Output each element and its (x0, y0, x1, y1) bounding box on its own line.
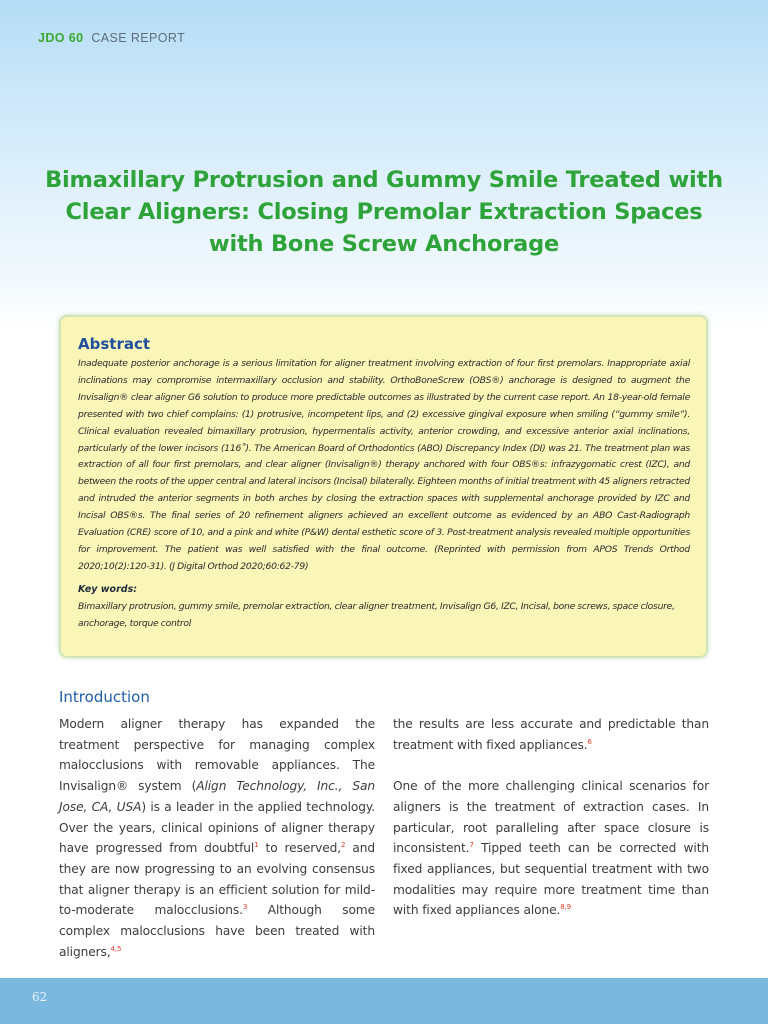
reference-marker: 8,9 (560, 903, 572, 912)
reference-marker: 2 (341, 841, 346, 850)
reference-marker: 4,5 (110, 944, 122, 953)
journal-issue: JDO 60 (38, 31, 84, 45)
section-label: CASE REPORT (91, 31, 186, 45)
body-text: the results are less accurate and predictable than treatment with fixed appliances. (393, 717, 709, 752)
abstract-heading: Abstract (78, 335, 151, 353)
introduction-paragraph (59, 714, 375, 962)
running-header (38, 31, 185, 45)
reference-marker: 1 (254, 841, 259, 850)
keywords-text: Bimaxillary protrusion, gummy smile, premolar extraction, clear aligner treatment, Invisalign G6, IZC, Incisal, bone screws, space closure, anchorage, torque control (78, 600, 675, 629)
body-text: One of the more challenging clinical scenarios for aligners is the treatment of extraction cases. In particular, root paralleling after space closure is inconsistent. (393, 779, 709, 856)
article-title: Bimaxillary Protrusion and Gummy Smile Treated with Clear Aligners: Closing Premolar Extraction Spaces with Bone Screw Anchorage (45, 167, 723, 257)
reference-marker: 7 (469, 841, 474, 850)
body-text: Although some complex malocclusions have been treated with aligners, (59, 903, 375, 959)
introduction-heading: Introduction (59, 688, 150, 706)
introduction-paragraph (393, 714, 709, 755)
body-text: Tipped teeth can be corrected with fixed appliances, but sequential treatment with two modalities may require more treatment time than with fixed appliances alone. (393, 841, 709, 918)
company-name: Align Technology, Inc., San Jose, CA, USA (59, 779, 375, 814)
body-text: Modern aligner therapy has expanded the treatment perspective for managing complex malocclusions with removable appliances. The Invisalign® system ( (59, 717, 375, 794)
page-number: 62 (32, 990, 48, 1004)
reference-marker: 3 (242, 903, 248, 912)
footer-bar (0, 978, 768, 1024)
body-text: to reserved, (258, 841, 342, 856)
body-text: and they are now progressing to an evolving consensus that aligner therapy is an efficient solution for mild-to-moderate malocclusions. (59, 841, 375, 918)
introduction-left-column (59, 714, 375, 962)
abstract-text: Inadequate posterior anchorage is a serious limitation for aligner treatment involving extraction of four first premolars. Inappropriate axial inclinations may compromise intermaxillary occlusion and stability. OrthoBoneScrew (OBS®) anchorage is designed to augment the Invisalign® clear aligner G6 solution to produce more predictable outcomes as illustrated by the current case report. An 18-year-old female presented with two chief complains: (1) protrusive, incompetent lips, and (2) excessive gingival exposure when smiling (“gummy smile”). Clinical evaluation revealed bimaxillary protrusion, hypermentalis activity, anterior crowding, and excessive anterior axial inclinations, particularly of the lower incisors (116˚). The American Board of Orthodontics (ABO) Discrepancy Index (DI) was 21. The treatment plan was extraction of all four first premolars, and clear aligner (Invisalign®) therapy anchored with four OBS®s: infrazygomatic crest (IZC), and between the roots of the upper central and lateral incisors (Incisal) bilaterally. Eighteen months of initial treatment with 45 aligners retracted and intruded the anterior segments in both arches by closing the extraction spaces with supplemental anchorage provided by IZC and Incisal OBS®s. The final series of 20 refinement aligners achieved an excellent outcome as evidenced by an ABO Cast-Radiograph Evaluation (CRE) score of 10, and a pink and white (P&W) dental esthetic score of 3. Post-treatment analysis revealed multiple opportunities for improvement. The patient was well satisfied with the final outcome. (Reprinted with permission from APOS Trends Orthod 2020;10(2):120-31). (J Digital Orthod 2020;60:62-79) (78, 358, 690, 572)
introduction-right-column (393, 714, 709, 921)
reference-marker: 6 (587, 737, 592, 746)
keywords-heading: Key words: (78, 583, 138, 595)
body-text: ) is a leader in the applied technology. Over the years, clinical opinions of aligner therapy have progressed from doubtful (59, 799, 375, 856)
introduction-paragraph (393, 776, 709, 921)
abstract-box (59, 315, 708, 658)
